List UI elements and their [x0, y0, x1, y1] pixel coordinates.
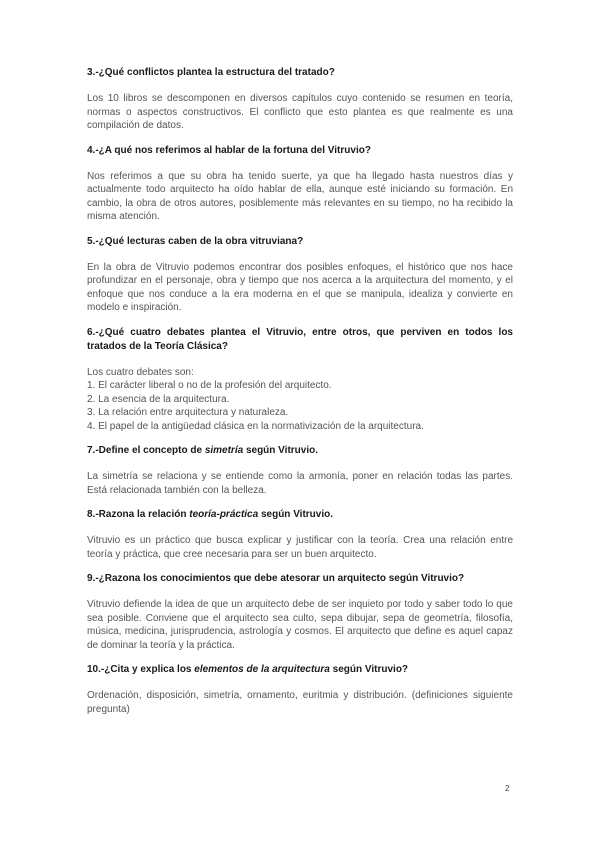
question-text: 10.-¿Cita y explica los — [87, 664, 195, 675]
question-text: según Vitruvio? — [329, 664, 409, 675]
answer-list — [87, 366, 513, 434]
page-number: 2 — [505, 784, 510, 793]
qa-block-5 — [87, 235, 513, 315]
answer-paragraph: En la obra de Vitruvio podemos encontrar dos posibles enfoques, el histórico que nos hace profundizar en el personaje, obra y tiempo que nos acerca a la arquitectura del momento, y el enfoque que nos conduce a la era moderna en el que se manipula, idealiza y convierte en modelo e inspiración. — [87, 261, 513, 313]
list-item: 1. El carácter liberal o no de la profesión del arquitecto. — [87, 380, 332, 391]
question-text: según Vitruvio. — [243, 445, 319, 456]
question-heading: 3.-¿Qué conflictos plantea la estructura del tratado? — [87, 67, 335, 78]
qa-block-6 — [87, 326, 513, 434]
qa-block-4 — [87, 144, 513, 224]
question-heading: 4.-¿A qué nos referimos al hablar de la fortuna del Vitruvio? — [87, 144, 371, 156]
list-item: 3. La relación entre arquitectura y naturaleza. — [87, 407, 289, 418]
question-heading: 9.-¿Razona los conocimientos que debe atesorar un arquitecto según Vitruvio? — [87, 573, 465, 584]
question-heading — [87, 663, 513, 677]
question-emphasis: teoría-práctica — [189, 509, 259, 520]
qa-block-9 — [87, 572, 513, 652]
answer-intro: Los cuatro debates son: — [87, 366, 194, 378]
question-heading: 5.-¿Qué lecturas caben de la obra vitruviana? — [87, 235, 304, 247]
qa-block-8 — [87, 508, 513, 561]
answer-paragraph: Vitruvio es un práctico que busca explicar y justificar con la teoría. Crea una relación entre teoría y práctica, que cree necesaria para ser un buen arquitecto. — [87, 535, 513, 560]
question-heading: 6.-¿Qué cuatro debates plantea el Vitruvio, entre otros, que perviven en todos los tratados de la Teoría Clásica? — [87, 326, 513, 352]
qa-block-3 — [87, 66, 513, 133]
answer-paragraph: Vitruvio defiende la idea de que un arquitecto debe de ser inquieto por todo y saber todo lo que sea posible. Conviene que el arquitecto sea culto, sepa dibujar, sepa de geometría, filosofía, música, medicina, jurisprudencia, astrología y cosmos. El arquitecto que define es aquel capaz de dominar la teoría y la práctica. — [87, 599, 513, 651]
list-item: 2. La esencia de la arquitectura. — [87, 393, 230, 405]
qa-block-10 — [87, 663, 513, 716]
question-emphasis: simetría — [204, 445, 244, 456]
question-text: según Vitruvio. — [258, 509, 334, 520]
question-text: 8.-Razona la relación — [87, 509, 190, 520]
answer-paragraph: Nos referimos a que su obra ha tenido suerte, ya que ha llegado hasta nuestros días y actualmente todo arquitecto ha oído hablar de ella, aunque esté iniciando su formación. En cambio, la obra de otros autores, posiblemente más relevantes en su tiempo, no ha recibido la misma atención. — [87, 170, 513, 222]
question-heading — [87, 508, 513, 522]
question-emphasis: elementos de la arquitectura — [194, 664, 330, 675]
list-item: 4. El papel de la antigüedad clásica en la normativización de la arquitectura. — [87, 420, 424, 432]
answer-paragraph: Los 10 libros se descomponen en diversos capítulos cuyo contenido se resumen en teoría, normas o aspectos constructivos. El conflicto que esto plantea es que realmente es una compilación de datos. — [87, 93, 513, 131]
question-text: 7.-Define el concepto de — [87, 445, 205, 456]
question-heading — [87, 444, 513, 458]
answer-paragraph: La simetría se relaciona y se entiende como la armonía, poner en relación todas las partes. Está relacionada también con la belleza. — [87, 471, 513, 496]
qa-block-7 — [87, 444, 513, 497]
answer-paragraph: Ordenación, disposición, simetría, ornamento, euritmia y distribución. (definiciones siguiente pregunta) — [87, 690, 513, 715]
